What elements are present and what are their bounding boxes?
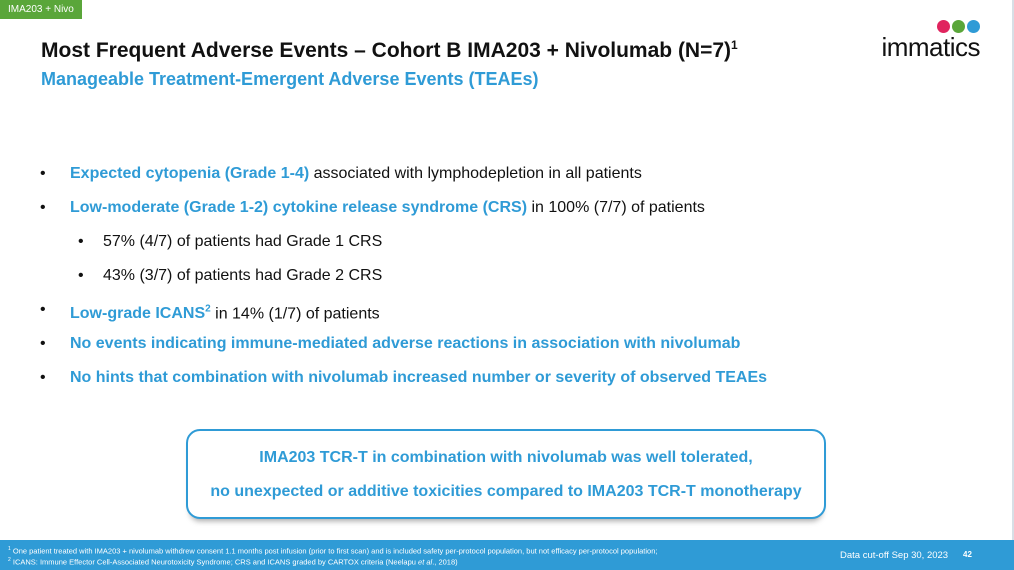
footnote-2-text: ICANS: Immune Effector Cell-Associated Neurotoxicity Syndrome; CRS and ICANS graded by CARTOX criteria (Neelapu <box>10 557 419 567</box>
bullet-text: No hints that combination with nivolumab increased number or severity of observed TEAEs <box>70 369 768 386</box>
bullet-marker: • <box>78 267 84 284</box>
bullet-highlight: Low-moderate (Grade 1-2) cytokine release syndrome (CRS) <box>70 199 528 216</box>
slide-title <box>41 38 738 63</box>
footnote-2-marker: 2 <box>8 557 11 563</box>
footnote-2 <box>8 557 458 567</box>
bullet-rest: associated with lymphodepletion in all patients <box>309 165 642 182</box>
bullet-marker: • <box>40 301 46 318</box>
slide-title-text: Most Frequent Adverse Events – Cohort B IMA203 + Nivolumab (N=7) <box>41 39 732 62</box>
bullet-item <box>40 364 920 398</box>
bullet-marker: • <box>40 199 46 216</box>
bullet-text <box>70 296 380 328</box>
bullet-item <box>40 296 920 330</box>
sub-bullet-item <box>40 262 920 296</box>
callout-line-1: IMA203 TCR-T in combination with nivolumab was well tolerated, <box>259 449 753 466</box>
bullet-rest: in 14% (1/7) of patients <box>210 305 380 323</box>
bullet-rest: in 100% (7/7) of patients <box>527 199 705 216</box>
footnote-1-text: One patient treated with IMA203 + nivolumab withdrew consent 1.1 months post infusion (prior to first scan) and is included safety per-protocol population, but not efficacy per-protocol population; <box>10 546 658 556</box>
bullet-marker: • <box>40 369 46 386</box>
bullet-text <box>70 194 705 222</box>
bullet-text: No events indicating immune-mediated adverse reactions in association with nivolumab <box>70 335 741 352</box>
callout-line-2: no unexpected or additive toxicities compared to IMA203 TCR-T monotherapy <box>210 483 802 500</box>
footnote-1-marker: 1 <box>8 546 11 552</box>
footnote-ref: 2 <box>205 304 211 315</box>
bullet-marker: • <box>78 233 84 250</box>
footnote-2-italic: et al <box>418 557 433 567</box>
bullet-list <box>40 160 920 398</box>
sub-bullet-item <box>40 228 920 262</box>
bullet-highlight <box>70 305 211 322</box>
bullet-text: 57% (4/7) of patients had Grade 1 CRS <box>103 233 383 250</box>
bullet-marker: • <box>40 165 46 182</box>
immatics-logo <box>870 20 980 60</box>
bullet-highlight-text: Low-grade ICANS <box>70 305 206 323</box>
bullet-item <box>40 194 920 228</box>
section-tag: IMA203 + Nivo <box>0 0 82 19</box>
page-number: 42 <box>963 550 972 559</box>
bullet-item <box>40 330 920 364</box>
data-cutoff-date: Data cut-off Sep 30, 2023 <box>840 550 949 561</box>
bullet-marker: • <box>40 335 46 352</box>
bullet-text: 43% (3/7) of patients had Grade 2 CRS <box>103 267 383 284</box>
footnote-1 <box>8 546 657 556</box>
footnote-2-tail: ., 2018) <box>432 557 458 567</box>
bullet-text <box>70 160 642 188</box>
title-footnote-ref: 1 <box>731 38 738 52</box>
slide-subtitle: Manageable Treatment-Emergent Adverse Events (TEAEs) <box>41 69 539 89</box>
conclusion-callout-box <box>186 429 826 519</box>
logo-wordmark: immatics <box>881 32 980 62</box>
footer-bar <box>0 540 1014 570</box>
bullet-highlight: Expected cytopenia (Grade 1-4) <box>70 165 310 182</box>
bullet-item <box>40 160 920 194</box>
